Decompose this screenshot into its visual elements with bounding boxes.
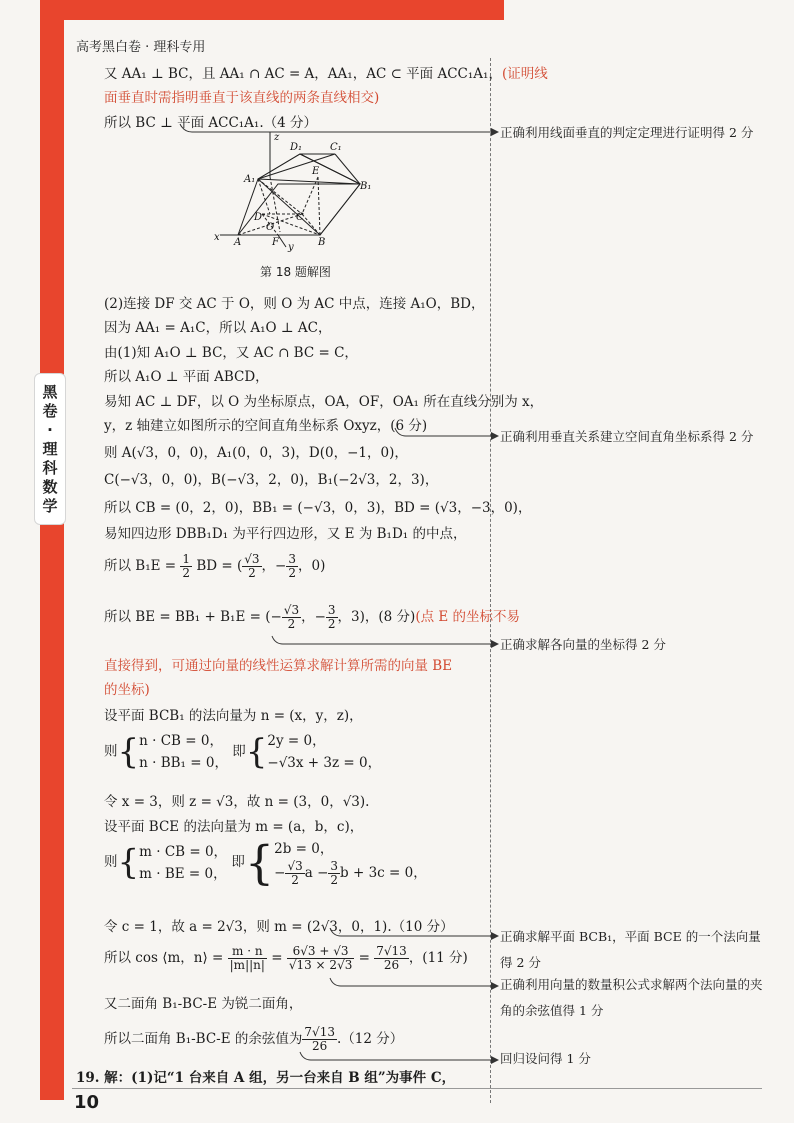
note-5: 正确利用向量的数量积公式求解两个法向量的夹角的余弦值得 1 分: [500, 977, 763, 1018]
bottom-rule: [72, 1088, 762, 1089]
line-15: 所以 BE = BB₁ + B₁E = (− $\frac{√3}{2}$ ，− $\frac{3}{2}$ ，3)，(8 分)(点 E 的坐标不易: [104, 603, 521, 631]
line-6: 由(1)知 A₁O ⊥ BC，又 AC ∩ BC = C，: [104, 345, 358, 361]
line-14: 所以 B₁E = $\frac{1}{2}$ BD = ( $\frac{√3}{2}$ ，− $\frac{3}{2}$ ，0): [104, 552, 326, 580]
arrow-1: [180, 124, 498, 132]
arrow-6: [300, 1052, 498, 1060]
label-f: F: [272, 237, 279, 248]
line-2-note: 面垂直时需指明垂直于该直线的两条直线相交): [104, 90, 380, 106]
arrow-3: [272, 636, 498, 644]
system-1: 则{ n · CB = 0， n · BB₁ = 0， 即{ 2y = 0， −√3x + 3z = 0，: [104, 732, 382, 772]
line-23: 又二面角 B₁-BC-E 为锐二面角，: [104, 996, 303, 1012]
line-1: 又 AA₁ ⊥ BC，且 AA₁ ∩ AC = A，AA₁，AC ⊂ 平面 ACC₁A₁，(证明线: [104, 66, 548, 82]
line-22: 所以 cos ⟨m，n⟩ = $\frac{m \cdot n}{|m||n|}$ = $\frac{6√3 + √3}{√13 \times 2√3}$ = $\frac{7√13}{26}$ ，(11 分): [104, 944, 468, 972]
label-d1: D₁: [290, 142, 303, 153]
line-25: 19. 解：(1)记“1 台来自 A 组，另一台来自 B 组”为事件 C，: [76, 1070, 456, 1086]
label-c: C: [296, 212, 304, 223]
page-header: 高考黑白卷 · 理科专用: [76, 40, 206, 55]
arrow-5: [330, 978, 498, 986]
line-12: 所以 CB = (0，2，0)，BB₁ = (−√3，0，3)，BD = (√3，−3，0)，: [104, 500, 532, 516]
line-5: 因为 AA₁ = A₁C，所以 A₁O ⊥ AC，: [104, 320, 332, 336]
label-o: O: [266, 222, 275, 233]
line-20: 设平面 BCE 的法向量为 m = (a，b，c)，: [104, 819, 364, 835]
label-d: D: [254, 212, 263, 223]
figure-caption: 第 18 题解图: [260, 265, 331, 279]
line-10: 则 A(√3，0，0)，A₁(0，0，3)，D(0，−1，0)，: [104, 445, 408, 461]
side-label: 黑 卷 · 理 科 数 学: [34, 373, 66, 525]
line-16-note: 直接得到，可通过向量的线性运算求解计算所需的向量 BE: [104, 658, 453, 674]
label-a1: A₁: [244, 174, 256, 185]
line-8: 易知 AC ⊥ DF，以 O 为坐标原点，OA，OF，OA₁ 所在直线分别为 x，: [104, 394, 544, 410]
label-c1: C₁: [330, 142, 342, 153]
label-b1: B₁: [360, 181, 372, 192]
note-4: 正确求解平面 BCB₁，平面 BCE 的一个法向量得 2 分: [500, 929, 761, 970]
page-number: 10: [74, 1092, 100, 1113]
line-21: 令 c = 1，故 a = 2√3，则 m = (2√3，0，1).（10 分）: [104, 919, 454, 935]
label-b: B: [318, 237, 326, 248]
system-2: 则{ m · CB = 0， m · BE = 0， 即{ 2b = 0， − $\frac{√3}{2}$ a − $\frac{3}{2}$ b + 3c = 0，: [104, 835, 427, 890]
label-e: E: [312, 166, 320, 177]
note-3: 正确求解各向量的坐标得 2 分: [500, 637, 666, 652]
arrow-2: [395, 428, 498, 436]
note-6: 回归设问得 1 分: [500, 1051, 591, 1066]
note-1: 正确利用线面垂直的判定定理进行证明得 2 分: [500, 125, 754, 140]
line-4: (2)连接 DF 交 AC 于 O，则 O 为 AC 中点，连接 A₁O，BD，: [104, 296, 485, 312]
arrow-4: [330, 928, 498, 936]
line-18: 设平面 BCB₁ 的法向量为 n = (x，y，z)，: [104, 708, 363, 724]
line-19: 令 x = 3，则 z = √3，故 n = (3，0，√3).: [104, 794, 370, 810]
label-z: z: [274, 132, 280, 143]
label-y: y: [288, 242, 294, 252]
line-17-note: 的坐标): [104, 682, 150, 698]
line-24: 所以二面角 B₁-BC-E 的余弦值为 $\frac{7√13}{26}$ .（12 分）: [104, 1025, 404, 1053]
note-2: 正确利用垂直关系建立空间直角坐标系得 2 分: [500, 429, 754, 444]
label-a: A: [234, 237, 242, 248]
line-9: y，z 轴建立如图所示的空间直角坐标系 Oxyz，(6 分): [104, 418, 428, 434]
line-13: 易知四边形 DBB₁D₁ 为平行四边形，又 E 为 B₁D₁ 的中点，: [104, 526, 467, 542]
line-3: 所以 BC ⊥ 平面 ACC₁A₁.（4 分）: [104, 115, 318, 131]
line-11: C(−√3，0，0)，B(−√3，2，0)，B₁(−2√3，2，3)，: [104, 472, 439, 488]
label-x: x: [214, 232, 220, 243]
line-7: 所以 A₁O ⊥ 平面 ABCD，: [104, 369, 269, 385]
